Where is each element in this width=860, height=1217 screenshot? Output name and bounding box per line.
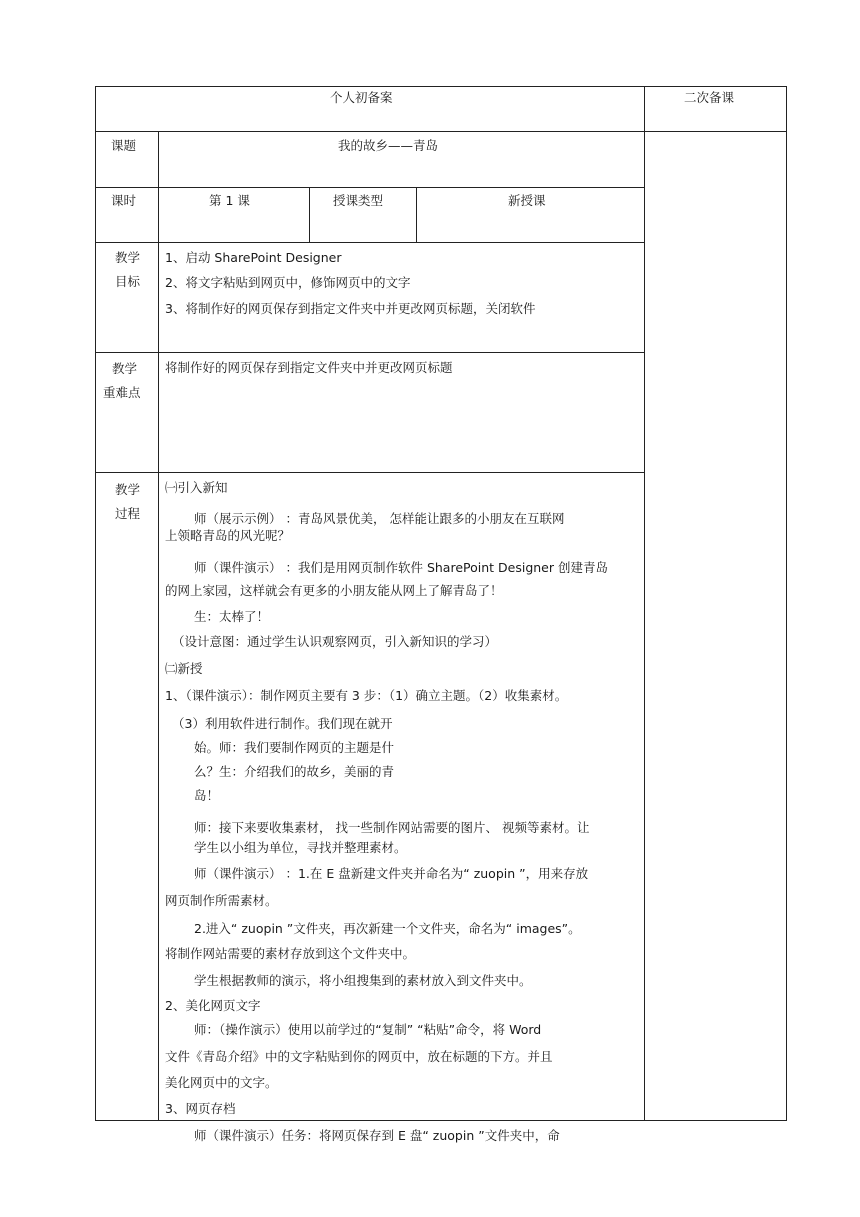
process-line: 始。师：我们要制作网页的主题是什 <box>194 740 395 755</box>
border-period-col2 <box>309 187 310 243</box>
period-label: 课时 <box>111 193 137 208</box>
border-period-bottom <box>95 242 645 243</box>
second-plan-header: 二次备课 <box>684 90 735 105</box>
footer-line: 师（课件演示）任务：将网页保存到 E 盘“ zuopin ”文件夹中，命 <box>194 1128 560 1143</box>
personal-plan-header: 个人初备案 <box>330 90 393 105</box>
objective-item: 1、启动 SharePoint Designer <box>165 250 342 265</box>
process-line: 1、（课件演示）：制作网页主要有 3 步：（1）确立主题。（2）收集素材。 <box>165 688 568 703</box>
border-second-plan <box>644 86 645 1121</box>
process-line: 网页制作所需素材。 <box>165 893 278 908</box>
process-line: ㈡新授 <box>165 661 203 676</box>
difficulty-label-line1: 教学 <box>112 361 138 376</box>
process-line: 3、网页存档 <box>165 1101 236 1116</box>
process-line: 生：太棒了！ <box>194 609 270 624</box>
process-line: 2、美化网页文字 <box>165 998 261 1013</box>
border-topic-bottom <box>95 187 645 188</box>
process-line: 师（展示示例） ：青岛风景优美， 怎样能让跟多的小朋友在互联网 <box>194 511 565 526</box>
difficulty-label-line2: 重难点 <box>103 385 141 400</box>
topic-value: 我的故乡——青岛 <box>338 138 439 153</box>
process-line: 文件《青岛介绍》中的文字粘贴到你的网页中，放在标题的下方。并且 <box>165 1049 553 1064</box>
process-line: 师：接下来要收集素材， 找一些制作网站需要的图片、 视频等素材。让 <box>194 820 590 835</box>
border-right <box>786 86 787 1121</box>
lesson-number: 第 1 课 <box>209 193 250 208</box>
process-line: 将制作网站需要的素材存放到这个文件夹中。 <box>165 946 416 961</box>
process-line: ㈠引入新知 <box>165 480 228 495</box>
process-label-line2: 过程 <box>115 506 141 521</box>
process-line: 岛！ <box>194 788 220 803</box>
process-line: 的网上家园，这样就会有更多的小朋友能从网上了解青岛了！ <box>165 583 503 598</box>
border-objectives-bottom <box>95 352 645 353</box>
process-line: 上领略青岛的风光呢？ <box>165 528 291 543</box>
process-line: （设计意图：通过学生认识观察网页，引入新知识的学习） <box>172 634 498 649</box>
process-line: 么？生：介绍我们的故乡，美丽的青 <box>194 764 395 779</box>
process-line: 师（课件演示） ：我们是用网页制作软件 SharePoint Designer 创建青岛 <box>194 560 608 575</box>
process-line: 美化网页中的文字。 <box>165 1075 278 1090</box>
border-bottom <box>95 1120 787 1121</box>
border-header-bottom <box>95 131 787 132</box>
border-label-column <box>158 131 159 1121</box>
objectives-label-line2: 目标 <box>115 274 141 289</box>
process-line: 学生以小组为单位，寻找并整理素材。 <box>194 840 407 855</box>
process-line: 师（课件演示） ：1.在 E 盘新建文件夹并命名为“ zuopin ”，用来存放 <box>194 866 589 881</box>
difficulty-text: 将制作好的网页保存到指定文件夹中并更改网页标题 <box>165 360 453 375</box>
topic-label: 课题 <box>111 138 137 153</box>
process-label-line1: 教学 <box>115 482 141 497</box>
process-line: 师：（操作演示）使用以前学过的“复制” “粘贴”命令，将 Word <box>194 1022 542 1037</box>
objective-item: 3、将制作好的网页保存到指定文件夹中并更改网页标题，关闭软件 <box>165 301 536 316</box>
objective-item: 2、将文字粘贴到网页中，修饰网页中的文字 <box>165 275 411 290</box>
lesson-type-value: 新授课 <box>508 193 546 208</box>
border-difficulty-bottom <box>95 472 645 473</box>
lesson-type-label: 授课类型 <box>333 193 384 208</box>
process-line: 2.进入“ zuopin ”文件夹，再次新建一个文件夹，命名为“ images”。 <box>194 921 581 936</box>
process-line: 学生根据教师的演示，将小组搜集到的素材放入到文件夹中。 <box>194 973 532 988</box>
border-left <box>95 86 96 1121</box>
border-top <box>95 86 787 87</box>
border-period-col3 <box>416 187 417 243</box>
objectives-label-line1: 教学 <box>115 250 141 265</box>
process-line: （3）利用软件进行制作。我们现在就开 <box>172 716 393 731</box>
